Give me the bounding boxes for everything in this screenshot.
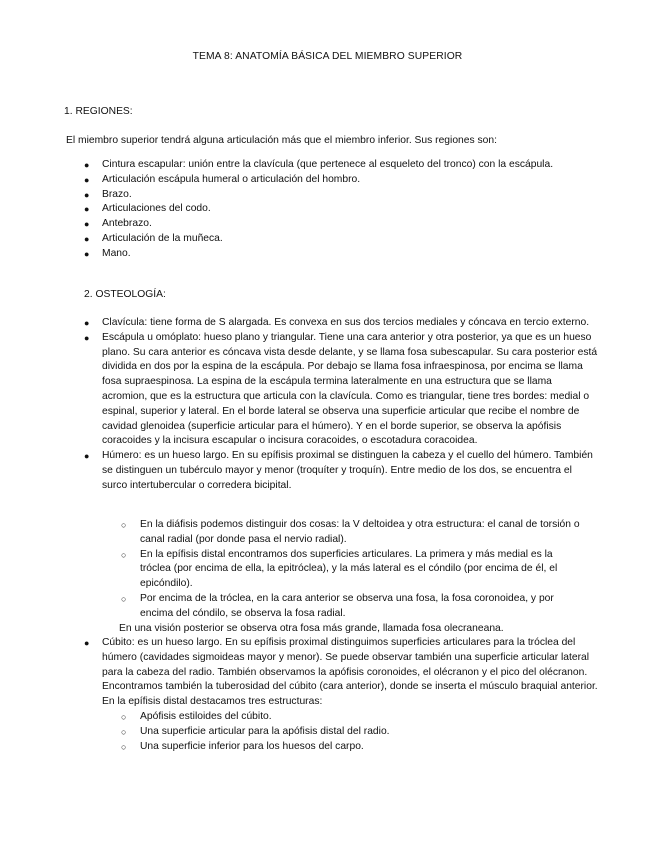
sublist-item: ○ Por encima de la tróclea, en la cara anterior se observa una fosa, la fosa coronoidea, y por encima del cóndilo, se observa la fosa radial. [121, 592, 554, 619]
document-title: TEMA 8: ANATOMÍA BÁSICA DEL MIEMBRO SUPERIOR [192, 51, 463, 62]
cubito-sublist [0, 710, 655, 754]
section-heading-osteologia: 2. OSTEOLOGÍA: [84, 289, 166, 300]
list-item: ● Antebrazo. [0, 217, 623, 232]
bullet-icon: ● [84, 638, 90, 648]
intro-paragraph: El miembro superior tendrá alguna articulación más que el miembro inferior. Sus regiones son: [66, 135, 497, 146]
bullet-icon: ● [84, 204, 90, 215]
section-heading-regiones: 1. REGIONES: [64, 106, 133, 117]
circle-bullet-icon: ○ [121, 549, 127, 560]
list-item: ● Mano. [0, 247, 623, 262]
list-item-escapula: ● Escápula u omóplato: hueso plano y triangular. Tiene una cara anterior y otra posterior, ya que es un hueso plano. Su cara anterior es cóncava vista desde delante, y se llama fosa subescapular. Su cara posterior está dividida en dos por la espina de la escápula. Por debajo se llama fosa infraespinosa, por encima se llama fosa supraespinosa. La espina de la escápula termina lateralmente en una estructura que se llama acromion, que es la estructura que articula con la clavícula. Como es triangular, tiene tres bordes: medial o espinal, superior y lateral. En el borde lateral se observa una superficie articular que recibe el nombre de cavidad glenoidea (superficie articular para el húmero). Y en el borde superior, se observa la apófisis coracoides y la incisura escapular o incisura coracoides, o escotadura coracoidea. [84, 331, 598, 447]
bullet-icon: ● [84, 318, 90, 328]
bullet-icon: ● [84, 160, 90, 170]
sublist-item: ○ Apófisis estiloides del cúbito. [0, 710, 655, 725]
regiones-list [0, 158, 623, 262]
sublist-item: ○ Una superficie articular para la apófisis distal del radio. [0, 725, 655, 740]
circle-bullet-icon: ○ [121, 712, 127, 722]
list-item-clavicula: ● Clavícula: tiene forma de S alargada. Es convexa en sus dos tercios mediales y cóncava en tercio externo. [0, 316, 655, 331]
list-item: ● Articulación escápula humeral o articulación del hombro. [0, 173, 623, 188]
bullet-icon: ● [84, 451, 90, 462]
cubito-list [0, 636, 655, 710]
bullet-icon: ● [84, 189, 90, 200]
sublist-item: ○ En la diáfisis podemos distinguir dos cosas: la V deltoidea y otra estructura: el canal de torsión o canal radial (por donde pasa el nervio radial). [121, 519, 580, 545]
list-item: ● Articulaciones del codo. [0, 202, 623, 217]
sublist-item: ○ Una superficie inferior para los huesos del carpo. [0, 740, 655, 755]
bullet-icon: ● [84, 332, 90, 343]
circle-bullet-icon: ○ [121, 520, 127, 530]
humero-note: En una visión posterior se observa otra fosa más grande, llamada fosa olecraneana. [119, 623, 504, 634]
circle-bullet-icon: ○ [121, 593, 127, 604]
bullet-icon: ● [84, 233, 90, 244]
circle-bullet-icon: ○ [121, 741, 127, 752]
humero-sublist [0, 518, 655, 622]
bullet-icon: ● [84, 248, 90, 259]
osteologia-list [0, 316, 655, 494]
bullet-icon: ● [84, 174, 90, 185]
list-item-humero: ● Húmero: es un hueso largo. En su epífisis proximal se distinguen la cabeza y el cuello del húmero. También se distinguen un tubérculo mayor y menor (troquíter y troquín). Entre medio de los dos, se encuentra el surco intertubercular o corredera bicipital. [84, 450, 593, 491]
list-item: ● Brazo. [0, 188, 623, 203]
circle-bullet-icon: ○ [121, 726, 127, 737]
sublist-item: ○ En la epífisis distal encontramos dos superficies articulares. La primera y más medial es la tróclea (por encima de ella, la epitróclea), y la más lateral es el cóndilo (por encima de él, el epicóndilo). [121, 548, 558, 590]
list-item: ● Cintura escapular: unión entre la clavícula (que pertenece al esqueleto del tronco) con la escápula. [0, 158, 623, 173]
bullet-icon: ● [84, 219, 90, 230]
list-item-cubito: ● Cúbito: es un hueso largo. En su epífisis proximal distinguimos superficies articulares para la tróclea del húmero (cavidades sigmoideas mayor y menor). Se puede observar también una superficie articular lateral para la cabeza del radio. También observamos la apófisis coronoides, el olécranon y el pico del olécranon. Encontramos también la tuberosidad del cúbito (cara anterior), donde se inserta el músculo braquial anterior. En la epífisis distal destacamos tres estructuras: [84, 637, 598, 708]
list-item: ● Articulación de la muñeca. [0, 232, 623, 247]
